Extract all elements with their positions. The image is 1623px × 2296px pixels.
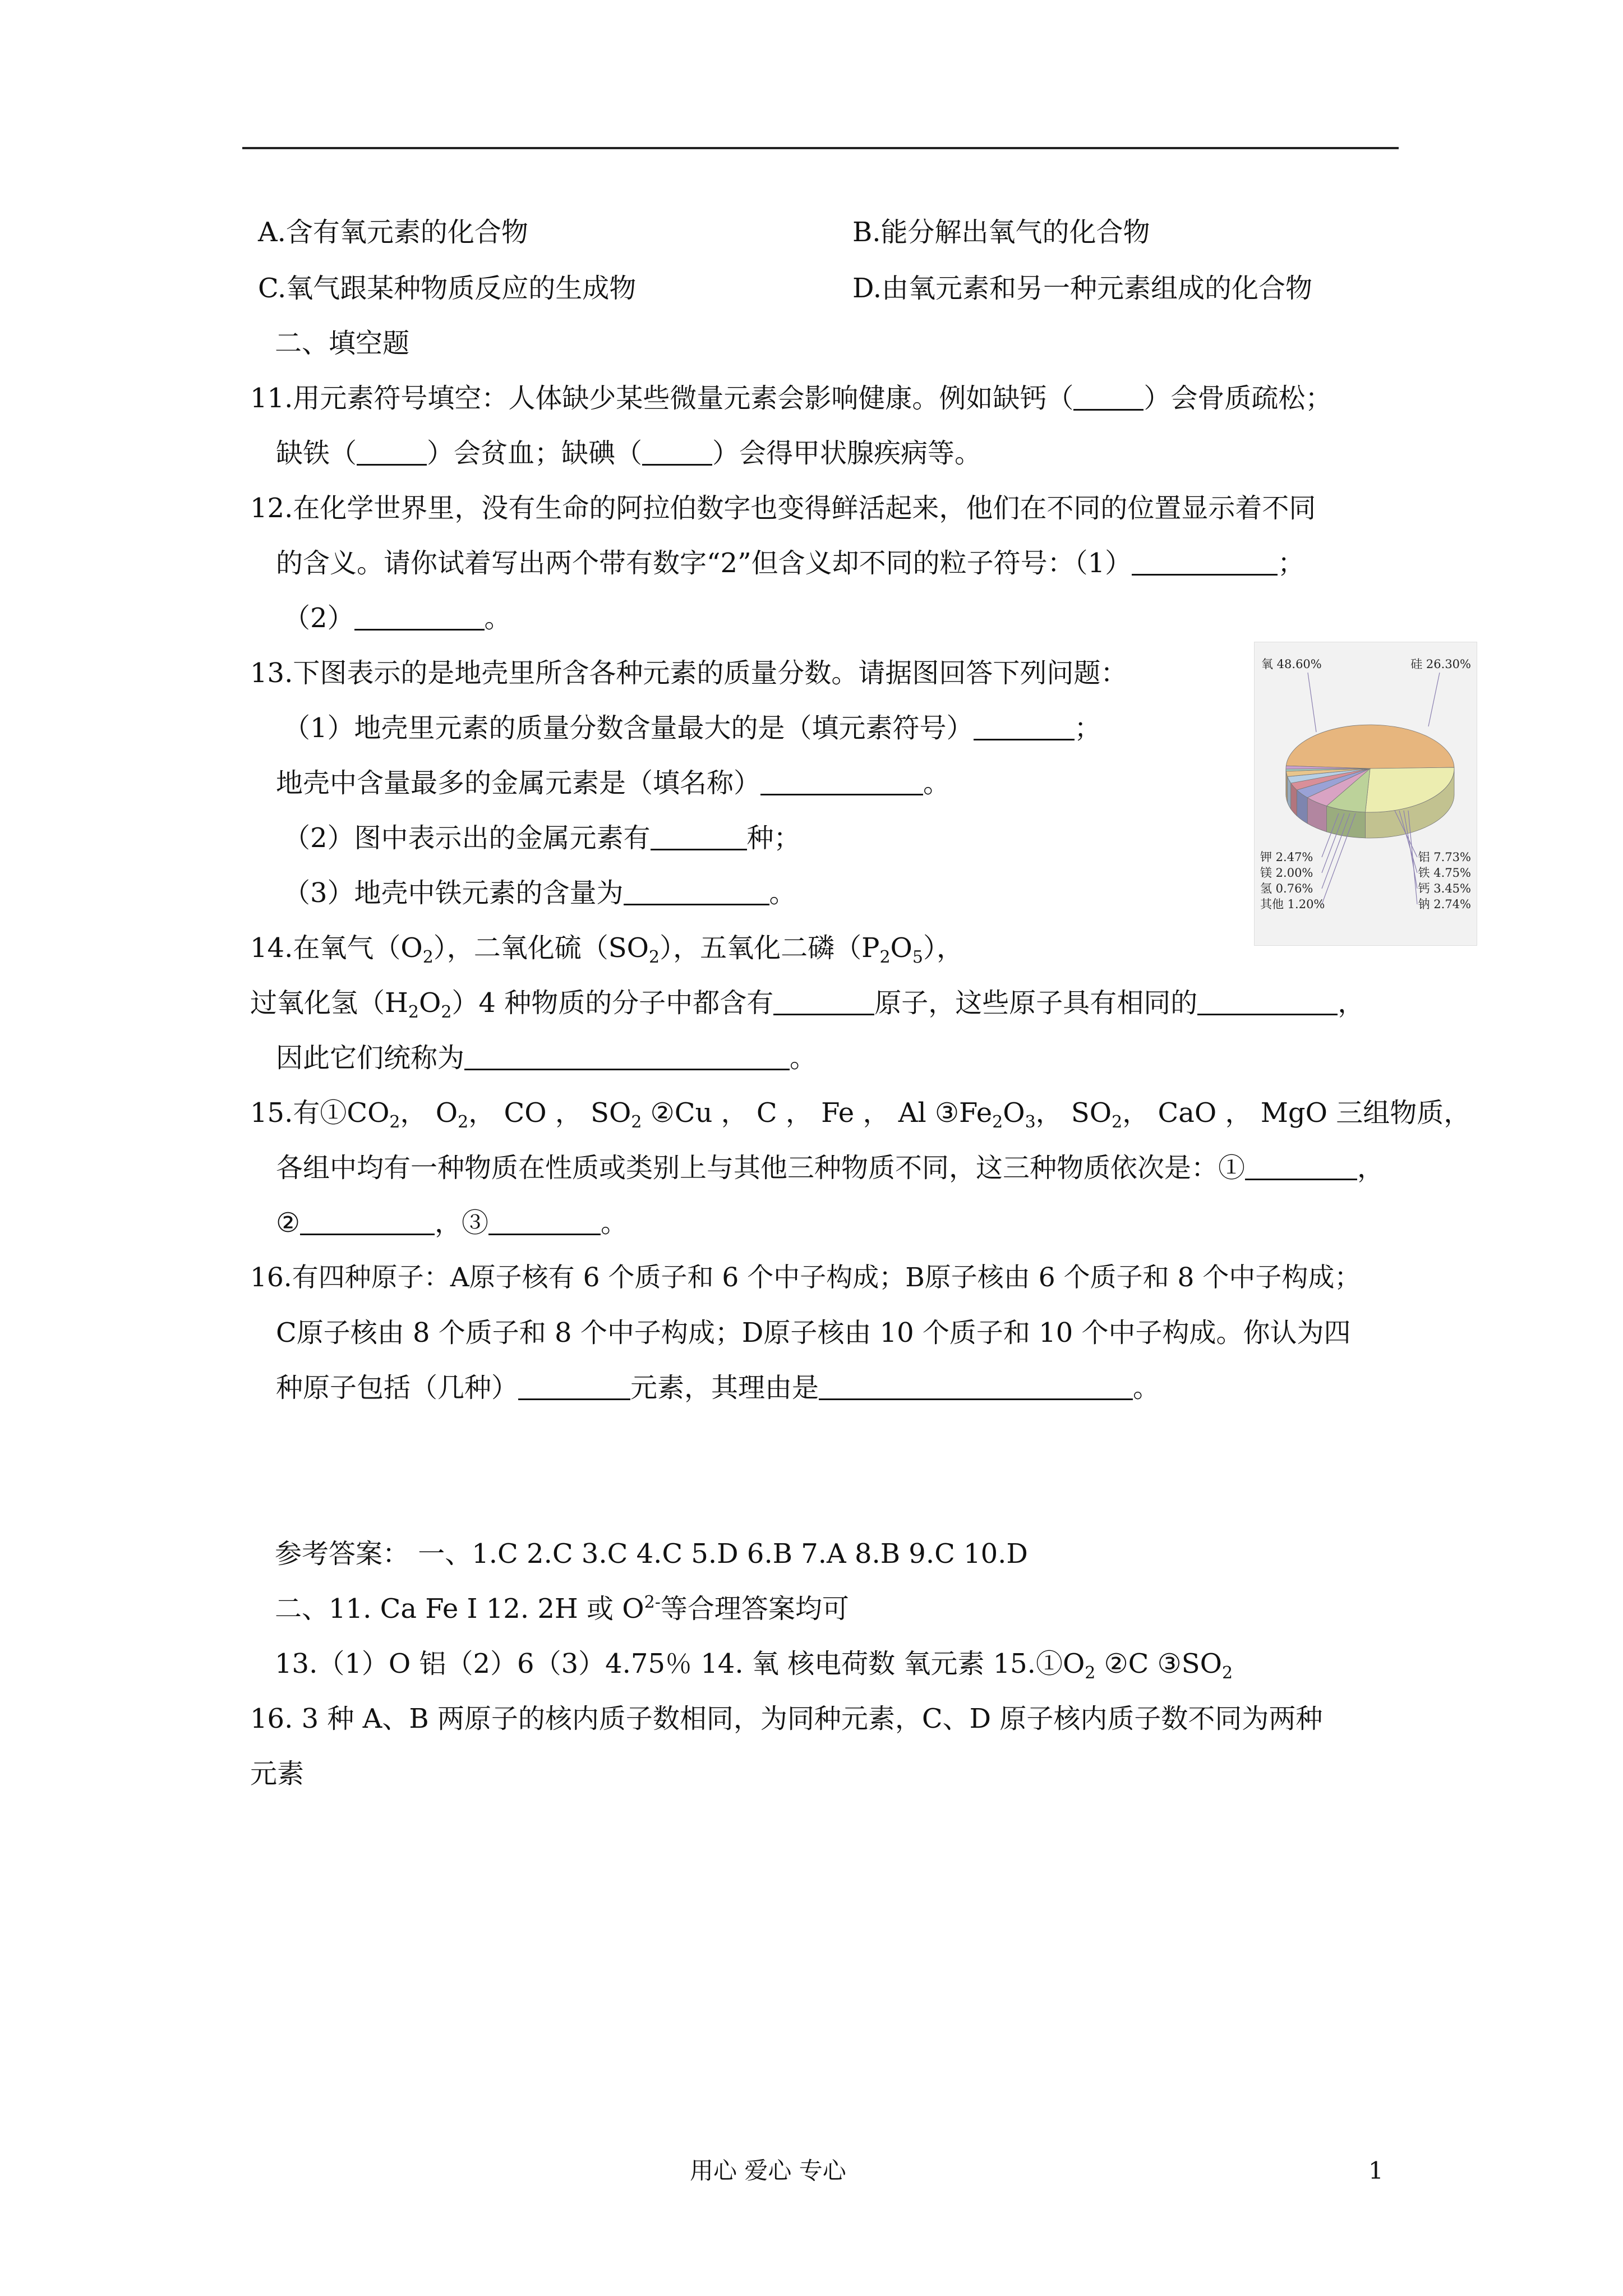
- option-c: C.氧气跟某种物质反应的生成物: [258, 273, 637, 304]
- footer-motto: 用心 爱心 专心: [690, 2157, 846, 2184]
- pie-label-铁: 铁 4.75%: [1418, 866, 1471, 880]
- page-number: 1: [1368, 2157, 1384, 2184]
- option-a: A.含有氧元素的化合物: [258, 217, 528, 248]
- question-16-line3: 种原子包括（几种） 元素，其理由是 。: [276, 1372, 1160, 1404]
- answers-line1: 参考答案： 一、1.C 2.C 3.C 4.C 5.D 6.B 7.A 8.B 9.C 10.D: [275, 1538, 1028, 1570]
- pie-label-钾: 钾 2.47%: [1260, 850, 1313, 864]
- answer-blank[interactable]: [1197, 989, 1338, 1015]
- answer-blank[interactable]: [464, 1044, 790, 1070]
- question-12-line1: 12.在化学世界里，没有生命的阿拉伯数字也变得鲜活起来，他们在不同的位置显示着不同: [250, 493, 1316, 524]
- pie-label-钙: 钙 3.45%: [1418, 882, 1471, 895]
- option-b: B.能分解出氧气的化合物: [852, 217, 1150, 248]
- question-15-line1: 15.有$①CO_2$， $O_2$， CO ， $SO_2$ ②Cu ， C ， Fe ， Al $③Fe_2O_3$， $SO_2$， CaO ， MgO 三组物质，: [250, 1097, 1471, 1132]
- section-title: 二、填空题: [275, 328, 410, 359]
- answer-blank[interactable]: [1245, 1154, 1357, 1180]
- question-16-line1: 16.有四种原子：A原子核有 6 个质子和 6 个中子构成；B原子核由 6 个质子和 8 个中子构成；: [250, 1262, 1361, 1293]
- pie-label-镁: 镁 2.00%: [1260, 866, 1313, 880]
- answers-line3: 13.（1）O 铝（2）6（3）4.75％ 14. 氧 核电荷数 氧元素 $15.①O_2$ ②C $③SO_2$: [275, 1648, 1233, 1683]
- question-11-line1: 11.用元素符号填空：人体缺少某些微量元素会影响健康。例如缺钙（ ）会骨质疏松；: [250, 383, 1332, 414]
- question-16-line2: C原子核由 8 个质子和 8 个中子构成；D原子核由 10 个质子和 10 个中子构成。你认为四: [276, 1317, 1351, 1349]
- answer-blank[interactable]: [1073, 384, 1144, 411]
- crust-element-pie-chart: [1254, 642, 1477, 946]
- answers-line5: 元素: [250, 1758, 305, 1789]
- question-12-line3: （2） 。: [283, 602, 511, 634]
- answers-line4: 16. 3 种 A、B 两原子的核内质子数相同，为同种元素，C、D 原子核内质子数不同为两种: [250, 1703, 1323, 1734]
- header-rule: [242, 147, 1399, 149]
- pie-leader-line: [1428, 673, 1440, 726]
- answer-blank[interactable]: [354, 604, 485, 631]
- question-13-line1: 13.下图表示的是地壳里所含各种元素的质量分数。请据图回答下列问题：: [250, 657, 1128, 689]
- pie-label-硅: 硅 26.30%: [1410, 657, 1471, 671]
- pie-label-氢: 氢 0.76%: [1260, 882, 1313, 895]
- pie-label-铝: 铝 7.73%: [1418, 850, 1471, 864]
- answer-blank[interactable]: [1132, 549, 1278, 576]
- answer-blank[interactable]: [773, 989, 874, 1015]
- answer-blank[interactable]: [300, 1209, 435, 1235]
- question-12-line2: 的含义。请你试着写出两个带有数字“2”但含义却不同的粒子符号：（1） ；: [276, 547, 1305, 579]
- answer-blank[interactable]: [518, 1374, 630, 1400]
- answer-blank[interactable]: [760, 769, 923, 795]
- answer-blank[interactable]: [488, 1209, 601, 1235]
- question-15-line2: 各组中均有一种物质在性质或类别上与其他三种物质不同，这三种物质依次是：① ，: [276, 1152, 1385, 1184]
- answer-blank[interactable]: [642, 439, 712, 466]
- question-14-line2: 过氧化氢$(H_2O_2)4$ 种物质的分子中都含有 原子，这些原子具有相同的 ，: [250, 987, 1365, 1022]
- answer-blank[interactable]: [357, 439, 427, 466]
- answers-line2: 二、11. Ca Fe I 12. 2H 或 $O^{2-}$等合理答案均可: [275, 1593, 849, 1625]
- question-14-line1: 14.在氧气$(O_2)$，二氧化硫$(SO_2)$，五氧化二磷$(P_2O_5)$，: [250, 932, 964, 967]
- question-15-line3: ② ，③ 。: [276, 1207, 628, 1239]
- question-14-line3: 因此它们统称为 。: [276, 1042, 817, 1074]
- pie-label-钠: 钠 2.74%: [1418, 898, 1471, 911]
- pie-slice-氧: [1286, 725, 1454, 769]
- question-13-line2: （1）地壳里元素的质量分数含量最大的是（填元素符号） ；: [283, 712, 1101, 744]
- question-11-line2: 缺铁（ ）会贫血；缺碘（ ）会得甲状腺疾病等。: [276, 438, 982, 469]
- pie-label-其他: 其他 1.20%: [1260, 898, 1325, 911]
- answer-blank[interactable]: [651, 824, 747, 850]
- pie-label-氧: 氧 48.60%: [1261, 657, 1322, 671]
- answer-blank[interactable]: [974, 714, 1075, 740]
- answer-blank[interactable]: [819, 1374, 1133, 1400]
- pie-leader-line: [1308, 673, 1316, 732]
- question-13-line5: （3）地壳中铁元素的含量为 。: [283, 877, 796, 909]
- question-13-line3: 地壳中含量最多的金属元素是（填名称） 。: [276, 767, 951, 799]
- option-d: D.由氧元素和另一种元素组成的化合物: [852, 273, 1313, 304]
- answer-blank[interactable]: [624, 879, 769, 905]
- question-13-line4: （2）图中表示出的金属元素有 种；: [283, 822, 801, 854]
